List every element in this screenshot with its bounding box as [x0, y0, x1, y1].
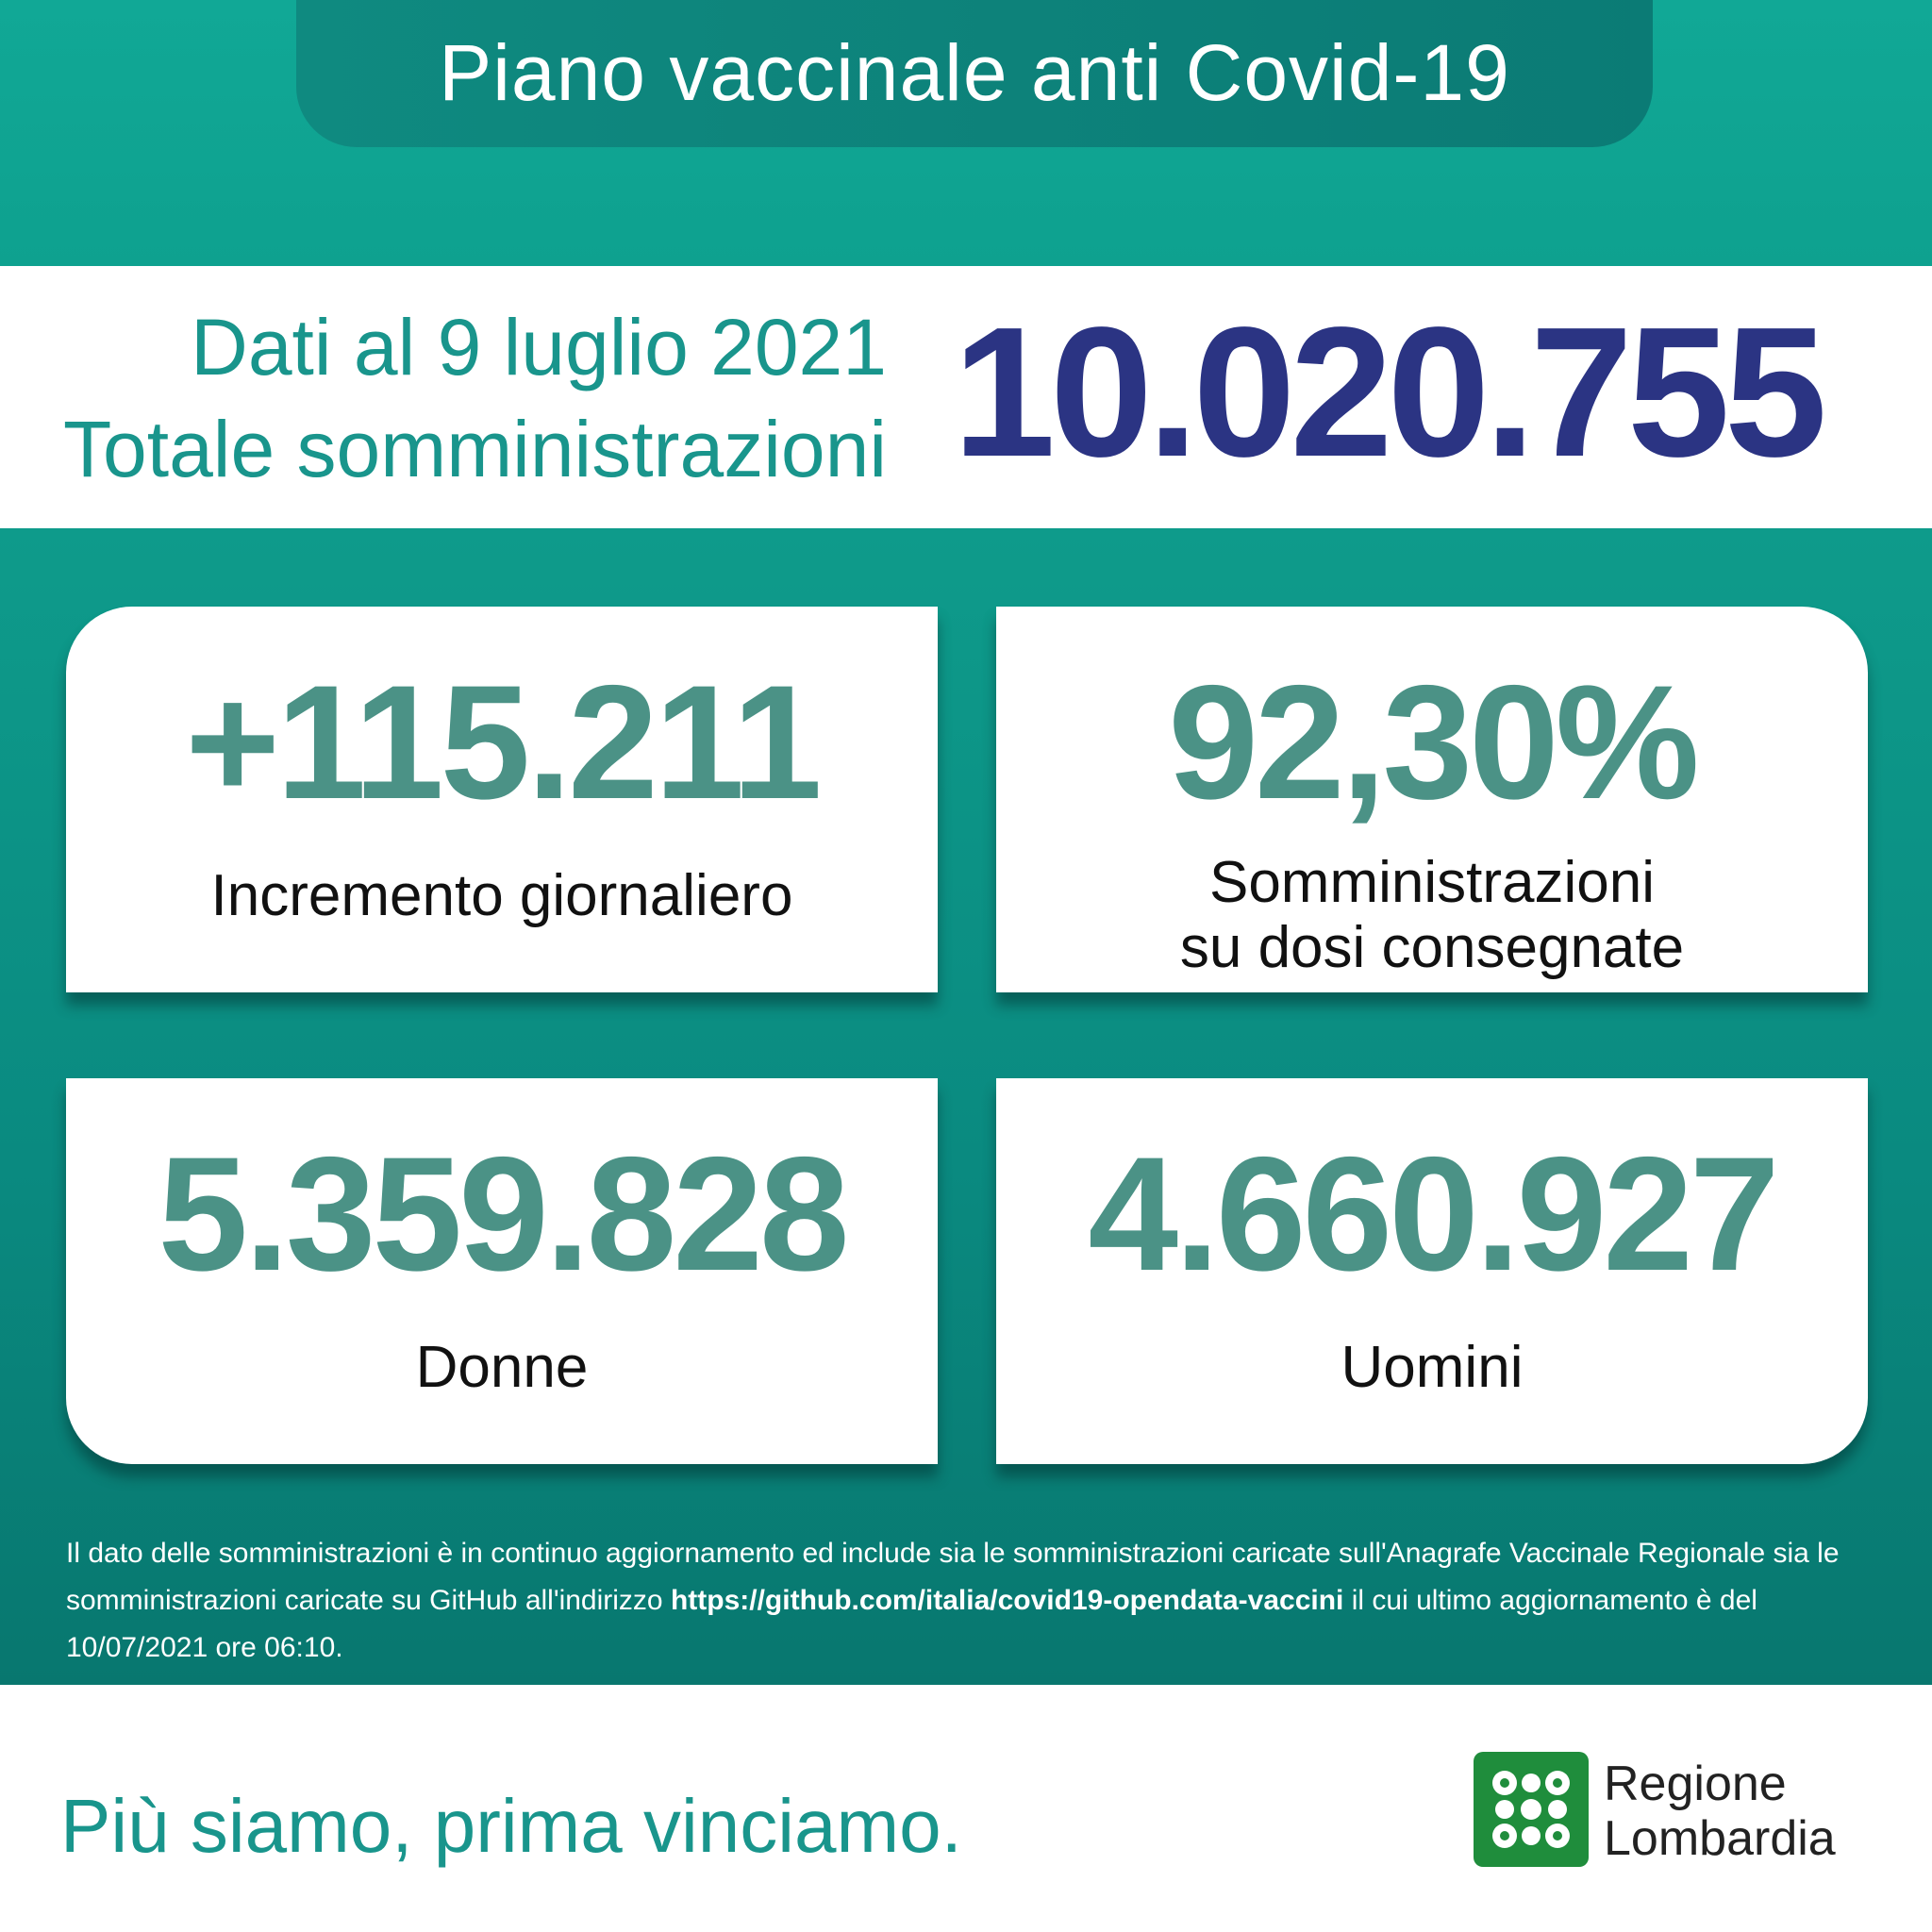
disclaimer-text-before: Il dato delle somministrazioni è in continuo aggiornamento ed include sia le somministrazioni caricate sull'Anagrafe Vaccinale Regionale sia le somministrazioni caricate su GitHub all'indirizzo — [66, 1538, 1840, 1616]
regione-lombardia-logo-icon — [1474, 1752, 1589, 1867]
women-label: Donne — [415, 1335, 589, 1400]
disclaimer-text-after: il cui ultimo aggiornamento è del 10/07/2021 ore 06:10. — [66, 1585, 1757, 1663]
github-link[interactable]: https://github.com/italia/covid19-opendata-vaccini — [670, 1585, 1344, 1616]
daily-increment-value: +115.211 — [185, 652, 819, 833]
date-label: Dati al 9 luglio 2021 — [191, 303, 887, 391]
delivered-ratio-label-line2: su dosi consegnate — [1179, 915, 1685, 981]
delivered-ratio-label-line1: Somministrazioni — [1208, 850, 1655, 915]
delivered-ratio-label — [1180, 850, 1684, 981]
slogan: Più siamo, prima vinciamo. — [60, 1784, 962, 1868]
delivered-ratio-value: 92,30% — [1168, 652, 1696, 833]
card-delivered-ratio — [996, 607, 1868, 992]
card-daily-increment — [66, 607, 938, 992]
total-value: 10.020.755 — [953, 289, 1822, 495]
daily-increment-label: Incremento giornaliero — [210, 863, 793, 928]
men-value: 4.660.927 — [1088, 1124, 1776, 1305]
page-title: Piano vaccinale anti Covid-19 — [439, 28, 1510, 117]
rosa-camuna-icon — [1474, 1752, 1589, 1867]
disclaimer — [66, 1530, 1868, 1672]
card-men — [996, 1078, 1868, 1464]
women-value: 5.359.828 — [158, 1124, 846, 1305]
logo-line2: Lombardia — [1604, 1811, 1836, 1866]
card-women — [66, 1078, 938, 1464]
total-label: Totale somministrazioni — [63, 405, 887, 493]
logo-wordmark — [1604, 1757, 1836, 1866]
title-tab — [296, 0, 1653, 147]
men-label: Uomini — [1341, 1335, 1524, 1400]
logo-line1: Regione — [1604, 1757, 1787, 1811]
